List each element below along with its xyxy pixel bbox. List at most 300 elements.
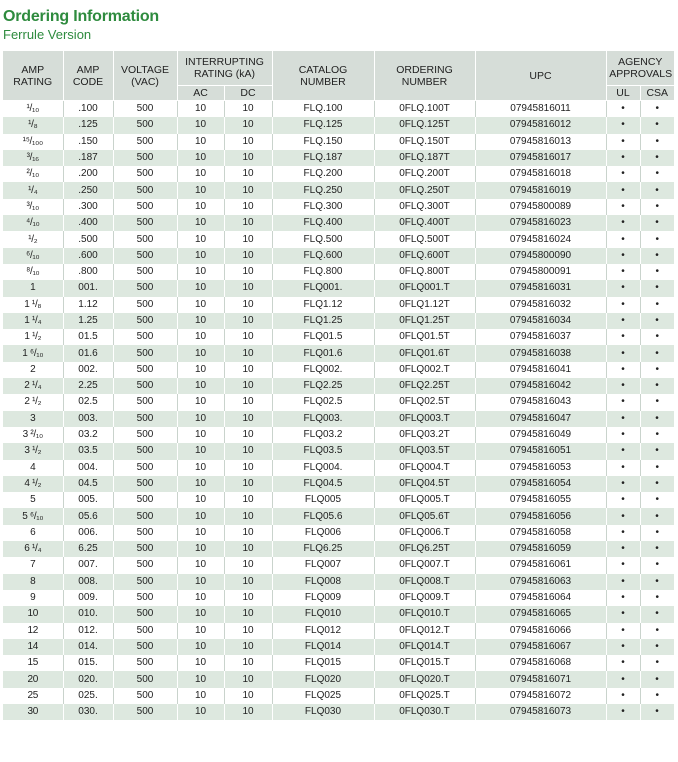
voltage-cell: 500 bbox=[113, 427, 177, 443]
dc-rating-cell: 10 bbox=[224, 492, 272, 508]
ac-rating-cell: 10 bbox=[177, 525, 224, 541]
amp-rating-cell: 1 ¹/₂ bbox=[3, 329, 63, 345]
ul-approval-cell: • bbox=[606, 394, 640, 410]
catalog-number-cell: FLQ.300 bbox=[272, 199, 374, 215]
ordering-number-cell: 0FLQ030.T bbox=[374, 704, 475, 720]
table-row bbox=[3, 264, 674, 280]
upc-cell: 07945816053 bbox=[475, 460, 606, 476]
voltage-cell: 500 bbox=[113, 362, 177, 378]
voltage-cell: 500 bbox=[113, 231, 177, 247]
voltage-cell: 500 bbox=[113, 623, 177, 639]
upc-cell: 07945816059 bbox=[475, 541, 606, 557]
table-row bbox=[3, 280, 674, 296]
ordering-number-cell: 0FLQ002.T bbox=[374, 362, 475, 378]
amp-code-cell: 020. bbox=[63, 671, 113, 687]
amp-rating-cell: ¹/₁₀ bbox=[3, 101, 63, 118]
amp-code-cell: .187 bbox=[63, 150, 113, 166]
catalog-number-cell: FLQ04.5 bbox=[272, 476, 374, 492]
amp-code-cell: 02.5 bbox=[63, 394, 113, 410]
catalog-number-cell: FLQ030 bbox=[272, 704, 374, 720]
ordering-number-cell: 0FLQ.187T bbox=[374, 150, 475, 166]
catalog-number-cell: FLQ.250 bbox=[272, 182, 374, 198]
table-row bbox=[3, 117, 674, 133]
csa-approval-cell: • bbox=[640, 557, 674, 573]
table-row bbox=[3, 508, 674, 524]
table-row bbox=[3, 492, 674, 508]
ordering-number-cell: 0FLQ05.6T bbox=[374, 508, 475, 524]
amp-rating-cell: 2 ¹/₄ bbox=[3, 378, 63, 394]
catalog-number-cell: FLQ.800 bbox=[272, 264, 374, 280]
voltage-cell: 500 bbox=[113, 264, 177, 280]
ordering-number-cell: 0FLQ2.25T bbox=[374, 378, 475, 394]
voltage-cell: 500 bbox=[113, 199, 177, 215]
ordering-number-cell: 0FLQ015.T bbox=[374, 655, 475, 671]
amp-code-cell: .150 bbox=[63, 134, 113, 150]
csa-approval-cell: • bbox=[640, 655, 674, 671]
dc-rating-cell: 10 bbox=[224, 134, 272, 150]
ul-approval-cell: • bbox=[606, 182, 640, 198]
table-row bbox=[3, 671, 674, 687]
csa-approval-cell: • bbox=[640, 460, 674, 476]
table-row bbox=[3, 606, 674, 622]
amp-code-cell: 014. bbox=[63, 639, 113, 655]
amp-code-cell: .500 bbox=[63, 231, 113, 247]
dc-rating-cell: 10 bbox=[224, 117, 272, 133]
dc-rating-cell: 10 bbox=[224, 476, 272, 492]
csa-approval-cell: • bbox=[640, 623, 674, 639]
ordering-number-cell: 0FLQ005.T bbox=[374, 492, 475, 508]
col-header-amp-rating-label: AMP RATING bbox=[13, 63, 53, 88]
catalog-number-cell: FLQ.200 bbox=[272, 166, 374, 182]
voltage-cell: 500 bbox=[113, 574, 177, 590]
table-row bbox=[3, 199, 674, 215]
upc-cell: 07945816067 bbox=[475, 639, 606, 655]
col-header-ac: AC bbox=[177, 86, 224, 101]
col-header-amp-code bbox=[63, 51, 113, 101]
dc-rating-cell: 10 bbox=[224, 394, 272, 410]
ul-approval-cell: • bbox=[606, 704, 640, 720]
ul-approval-cell: • bbox=[606, 574, 640, 590]
voltage-cell: 500 bbox=[113, 248, 177, 264]
amp-rating-cell: ³/₁₀ bbox=[3, 199, 63, 215]
catalog-number-cell: FLQ01.5 bbox=[272, 329, 374, 345]
csa-approval-cell: • bbox=[640, 443, 674, 459]
table-row bbox=[3, 443, 674, 459]
dc-rating-cell: 10 bbox=[224, 557, 272, 573]
ordering-number-cell: 0FLQ006.T bbox=[374, 525, 475, 541]
voltage-cell: 500 bbox=[113, 394, 177, 410]
upc-cell: 07945816071 bbox=[475, 671, 606, 687]
ul-approval-cell: • bbox=[606, 590, 640, 606]
amp-code-cell: 04.5 bbox=[63, 476, 113, 492]
table-row bbox=[3, 476, 674, 492]
ac-rating-cell: 10 bbox=[177, 427, 224, 443]
ul-approval-cell: • bbox=[606, 492, 640, 508]
upc-cell: 07945816056 bbox=[475, 508, 606, 524]
ul-approval-cell: • bbox=[606, 101, 640, 118]
ordering-number-cell: 0FLQ007.T bbox=[374, 557, 475, 573]
csa-approval-cell: • bbox=[640, 101, 674, 118]
col-header-amp-code-label: AMP CODE bbox=[72, 63, 104, 88]
ul-approval-cell: • bbox=[606, 280, 640, 296]
amp-code-cell: 002. bbox=[63, 362, 113, 378]
amp-code-cell: 004. bbox=[63, 460, 113, 476]
ac-rating-cell: 10 bbox=[177, 623, 224, 639]
upc-cell: 07945816072 bbox=[475, 688, 606, 704]
table-row bbox=[3, 688, 674, 704]
amp-rating-cell: 8 bbox=[3, 574, 63, 590]
table-row bbox=[3, 215, 674, 231]
amp-rating-cell: 1 ¹/₈ bbox=[3, 297, 63, 313]
ac-rating-cell: 10 bbox=[177, 199, 224, 215]
ac-rating-cell: 10 bbox=[177, 231, 224, 247]
catalog-number-cell: FLQ005 bbox=[272, 492, 374, 508]
upc-cell: 07945816042 bbox=[475, 378, 606, 394]
upc-cell: 07945800090 bbox=[475, 248, 606, 264]
catalog-number-cell: FLQ.100 bbox=[272, 101, 374, 118]
upc-cell: 07945816011 bbox=[475, 101, 606, 118]
catalog-number-cell: FLQ1.12 bbox=[272, 297, 374, 313]
table-row bbox=[3, 394, 674, 410]
amp-rating-cell: ¹/₈ bbox=[3, 117, 63, 133]
csa-approval-cell: • bbox=[640, 345, 674, 361]
amp-rating-cell: 9 bbox=[3, 590, 63, 606]
ordering-number-cell: 0FLQ.200T bbox=[374, 166, 475, 182]
csa-approval-cell: • bbox=[640, 150, 674, 166]
voltage-cell: 500 bbox=[113, 215, 177, 231]
amp-rating-cell: ⁶/₁₀ bbox=[3, 248, 63, 264]
ul-approval-cell: • bbox=[606, 345, 640, 361]
col-header-interrupting-label: INTERRUPTING RATING (kA) bbox=[185, 56, 264, 80]
voltage-cell: 500 bbox=[113, 460, 177, 476]
amp-code-cell: 05.6 bbox=[63, 508, 113, 524]
table-row bbox=[3, 427, 674, 443]
csa-approval-cell: • bbox=[640, 411, 674, 427]
upc-cell: 07945816038 bbox=[475, 345, 606, 361]
ac-rating-cell: 10 bbox=[177, 704, 224, 720]
amp-rating-cell: 5 bbox=[3, 492, 63, 508]
amp-rating-cell: ¹/₄ bbox=[3, 182, 63, 198]
csa-approval-cell: • bbox=[640, 704, 674, 720]
amp-rating-cell: 20 bbox=[3, 671, 63, 687]
page-title: Ordering Information bbox=[3, 8, 160, 25]
upc-cell: 07945816041 bbox=[475, 362, 606, 378]
col-header-upc-label: UPC bbox=[529, 69, 552, 82]
ordering-number-cell: 0FLQ03.2T bbox=[374, 427, 475, 443]
voltage-cell: 500 bbox=[113, 150, 177, 166]
ordering-number-cell: 0FLQ1.12T bbox=[374, 297, 475, 313]
ac-rating-cell: 10 bbox=[177, 297, 224, 313]
ordering-number-cell: 0FLQ01.5T bbox=[374, 329, 475, 345]
voltage-cell: 500 bbox=[113, 101, 177, 118]
ac-rating-cell: 10 bbox=[177, 492, 224, 508]
upc-cell: 07945816013 bbox=[475, 134, 606, 150]
dc-rating-cell: 10 bbox=[224, 623, 272, 639]
dc-rating-cell: 10 bbox=[224, 639, 272, 655]
dc-rating-cell: 10 bbox=[224, 378, 272, 394]
catalog-number-cell: FLQ008 bbox=[272, 574, 374, 590]
ul-approval-cell: • bbox=[606, 199, 640, 215]
ac-rating-cell: 10 bbox=[177, 443, 224, 459]
csa-approval-cell: • bbox=[640, 671, 674, 687]
dc-rating-cell: 10 bbox=[224, 280, 272, 296]
ac-rating-cell: 10 bbox=[177, 345, 224, 361]
amp-rating-cell: 7 bbox=[3, 557, 63, 573]
col-header-catalog-label: CATALOG NUMBER bbox=[298, 63, 348, 88]
ul-approval-cell: • bbox=[606, 231, 640, 247]
voltage-cell: 500 bbox=[113, 671, 177, 687]
amp-rating-cell: 1 ¹/₄ bbox=[3, 313, 63, 329]
table-row bbox=[3, 704, 674, 720]
dc-rating-cell: 10 bbox=[224, 688, 272, 704]
csa-approval-cell: • bbox=[640, 264, 674, 280]
csa-approval-cell: • bbox=[640, 297, 674, 313]
csa-approval-cell: • bbox=[640, 574, 674, 590]
ul-approval-cell: • bbox=[606, 541, 640, 557]
voltage-cell: 500 bbox=[113, 329, 177, 345]
dc-rating-cell: 10 bbox=[224, 329, 272, 345]
ac-rating-cell: 10 bbox=[177, 378, 224, 394]
table-row bbox=[3, 557, 674, 573]
voltage-cell: 500 bbox=[113, 704, 177, 720]
catalog-number-cell: FLQ007 bbox=[272, 557, 374, 573]
ul-approval-cell: • bbox=[606, 134, 640, 150]
ordering-number-cell: 0FLQ.600T bbox=[374, 248, 475, 264]
csa-approval-cell: • bbox=[640, 166, 674, 182]
catalog-number-cell: FLQ014 bbox=[272, 639, 374, 655]
amp-code-cell: 03.2 bbox=[63, 427, 113, 443]
dc-rating-cell: 10 bbox=[224, 443, 272, 459]
voltage-cell: 500 bbox=[113, 134, 177, 150]
col-header-agency bbox=[606, 51, 674, 86]
col-header-ordering bbox=[374, 51, 475, 101]
voltage-cell: 500 bbox=[113, 557, 177, 573]
csa-approval-cell: • bbox=[640, 525, 674, 541]
voltage-cell: 500 bbox=[113, 590, 177, 606]
table-row bbox=[3, 134, 674, 150]
amp-code-cell: .250 bbox=[63, 182, 113, 198]
upc-cell: 07945816068 bbox=[475, 655, 606, 671]
col-header-agency-label: AGENCY APPROVALS bbox=[609, 56, 673, 80]
csa-approval-cell: • bbox=[640, 182, 674, 198]
ul-approval-cell: • bbox=[606, 248, 640, 264]
table-row bbox=[3, 231, 674, 247]
upc-cell: 07945816047 bbox=[475, 411, 606, 427]
ul-approval-cell: • bbox=[606, 557, 640, 573]
catalog-number-cell: FLQ1.25 bbox=[272, 313, 374, 329]
ordering-number-cell: 0FLQ001.T bbox=[374, 280, 475, 296]
voltage-cell: 500 bbox=[113, 476, 177, 492]
ul-approval-cell: • bbox=[606, 378, 640, 394]
dc-rating-cell: 10 bbox=[224, 508, 272, 524]
dc-rating-cell: 10 bbox=[224, 574, 272, 590]
csa-approval-cell: • bbox=[640, 492, 674, 508]
catalog-number-cell: FLQ03.2 bbox=[272, 427, 374, 443]
csa-approval-cell: • bbox=[640, 117, 674, 133]
ul-approval-cell: • bbox=[606, 443, 640, 459]
amp-code-cell: .200 bbox=[63, 166, 113, 182]
table-row bbox=[3, 297, 674, 313]
page-subtitle: Ferrule Version bbox=[3, 27, 92, 42]
col-header-catalog bbox=[272, 51, 374, 101]
ac-rating-cell: 10 bbox=[177, 329, 224, 345]
ordering-number-cell: 0FLQ.250T bbox=[374, 182, 475, 198]
col-header-upc bbox=[475, 51, 606, 101]
ul-approval-cell: • bbox=[606, 525, 640, 541]
ul-approval-cell: • bbox=[606, 215, 640, 231]
amp-code-cell: 001. bbox=[63, 280, 113, 296]
catalog-number-cell: FLQ01.6 bbox=[272, 345, 374, 361]
col-header-csa: CSA bbox=[640, 86, 674, 101]
amp-rating-cell: 25 bbox=[3, 688, 63, 704]
amp-rating-cell: 2 ¹/₂ bbox=[3, 394, 63, 410]
ordering-number-cell: 0FLQ.150T bbox=[374, 134, 475, 150]
voltage-cell: 500 bbox=[113, 166, 177, 182]
ordering-number-cell: 0FLQ012.T bbox=[374, 623, 475, 639]
catalog-number-cell: FLQ020 bbox=[272, 671, 374, 687]
ac-rating-cell: 10 bbox=[177, 264, 224, 280]
col-header-voltage-label: VOLTAGE (VAC) bbox=[120, 63, 170, 88]
amp-code-cell: 2.25 bbox=[63, 378, 113, 394]
amp-code-cell: 005. bbox=[63, 492, 113, 508]
table-row bbox=[3, 411, 674, 427]
table-row bbox=[3, 150, 674, 166]
csa-approval-cell: • bbox=[640, 590, 674, 606]
ordering-number-cell: 0FLQ03.5T bbox=[374, 443, 475, 459]
ordering-number-cell: 0FLQ025.T bbox=[374, 688, 475, 704]
ac-rating-cell: 10 bbox=[177, 394, 224, 410]
catalog-number-cell: FLQ015 bbox=[272, 655, 374, 671]
dc-rating-cell: 10 bbox=[224, 264, 272, 280]
ul-approval-cell: • bbox=[606, 655, 640, 671]
upc-cell: 07945816066 bbox=[475, 623, 606, 639]
upc-cell: 07945816049 bbox=[475, 427, 606, 443]
table-row bbox=[3, 182, 674, 198]
ordering-number-cell: 0FLQ004.T bbox=[374, 460, 475, 476]
ul-approval-cell: • bbox=[606, 671, 640, 687]
ul-approval-cell: • bbox=[606, 297, 640, 313]
ac-rating-cell: 10 bbox=[177, 101, 224, 118]
amp-rating-cell: ²/₁₀ bbox=[3, 166, 63, 182]
csa-approval-cell: • bbox=[640, 313, 674, 329]
ul-approval-cell: • bbox=[606, 476, 640, 492]
ac-rating-cell: 10 bbox=[177, 362, 224, 378]
upc-cell: 07945816018 bbox=[475, 166, 606, 182]
csa-approval-cell: • bbox=[640, 394, 674, 410]
table-row bbox=[3, 460, 674, 476]
amp-rating-cell: 1 bbox=[3, 280, 63, 296]
upc-cell: 07945816064 bbox=[475, 590, 606, 606]
amp-rating-cell: ¹/₂ bbox=[3, 231, 63, 247]
catalog-number-cell: FLQ010 bbox=[272, 606, 374, 622]
csa-approval-cell: • bbox=[640, 215, 674, 231]
dc-rating-cell: 10 bbox=[224, 345, 272, 361]
ordering-number-cell: 0FLQ.400T bbox=[374, 215, 475, 231]
ac-rating-cell: 10 bbox=[177, 215, 224, 231]
dc-rating-cell: 10 bbox=[224, 182, 272, 198]
upc-cell: 07945800091 bbox=[475, 264, 606, 280]
amp-rating-cell: 10 bbox=[3, 606, 63, 622]
col-header-dc: DC bbox=[224, 86, 272, 101]
catalog-number-cell: FLQ2.25 bbox=[272, 378, 374, 394]
ul-approval-cell: • bbox=[606, 623, 640, 639]
amp-rating-cell: 5 ⁶/₁₀ bbox=[3, 508, 63, 524]
ul-approval-cell: • bbox=[606, 117, 640, 133]
ac-rating-cell: 10 bbox=[177, 671, 224, 687]
dc-rating-cell: 10 bbox=[224, 297, 272, 313]
ac-rating-cell: 10 bbox=[177, 688, 224, 704]
amp-rating-cell: 3 ¹/₂ bbox=[3, 443, 63, 459]
voltage-cell: 500 bbox=[113, 639, 177, 655]
csa-approval-cell: • bbox=[640, 134, 674, 150]
table-row bbox=[3, 541, 674, 557]
amp-code-cell: 01.6 bbox=[63, 345, 113, 361]
ac-rating-cell: 10 bbox=[177, 606, 224, 622]
catalog-number-cell: FLQ001. bbox=[272, 280, 374, 296]
ordering-number-cell: 0FLQ1.25T bbox=[374, 313, 475, 329]
ac-rating-cell: 10 bbox=[177, 541, 224, 557]
amp-code-cell: .800 bbox=[63, 264, 113, 280]
ordering-number-cell: 0FLQ.100T bbox=[374, 101, 475, 118]
upc-cell: 07945816073 bbox=[475, 704, 606, 720]
ordering-number-cell: 0FLQ04.5T bbox=[374, 476, 475, 492]
ordering-table bbox=[3, 51, 675, 720]
voltage-cell: 500 bbox=[113, 280, 177, 296]
table-row bbox=[3, 639, 674, 655]
catalog-number-cell: FLQ004. bbox=[272, 460, 374, 476]
dc-rating-cell: 10 bbox=[224, 411, 272, 427]
upc-cell: 07945816012 bbox=[475, 117, 606, 133]
amp-rating-cell: 15 bbox=[3, 655, 63, 671]
dc-rating-cell: 10 bbox=[224, 541, 272, 557]
amp-rating-cell: 3 ²/₁₀ bbox=[3, 427, 63, 443]
upc-cell: 07945816032 bbox=[475, 297, 606, 313]
amp-code-cell: 006. bbox=[63, 525, 113, 541]
amp-code-cell: .125 bbox=[63, 117, 113, 133]
table-row bbox=[3, 655, 674, 671]
voltage-cell: 500 bbox=[113, 525, 177, 541]
ul-approval-cell: • bbox=[606, 460, 640, 476]
ul-approval-cell: • bbox=[606, 688, 640, 704]
ac-rating-cell: 10 bbox=[177, 508, 224, 524]
voltage-cell: 500 bbox=[113, 606, 177, 622]
amp-rating-cell: 2 bbox=[3, 362, 63, 378]
ul-approval-cell: • bbox=[606, 329, 640, 345]
table-body bbox=[3, 101, 674, 721]
dc-rating-cell: 10 bbox=[224, 231, 272, 247]
upc-cell: 07945816037 bbox=[475, 329, 606, 345]
voltage-cell: 500 bbox=[113, 411, 177, 427]
amp-rating-cell: 6 bbox=[3, 525, 63, 541]
col-header-voltage bbox=[113, 51, 177, 101]
csa-approval-cell: • bbox=[640, 199, 674, 215]
amp-code-cell: 015. bbox=[63, 655, 113, 671]
voltage-cell: 500 bbox=[113, 297, 177, 313]
upc-cell: 07945816063 bbox=[475, 574, 606, 590]
dc-rating-cell: 10 bbox=[224, 313, 272, 329]
upc-cell: 07945816058 bbox=[475, 525, 606, 541]
catalog-number-cell: FLQ.187 bbox=[272, 150, 374, 166]
ordering-number-cell: 0FLQ.300T bbox=[374, 199, 475, 215]
dc-rating-cell: 10 bbox=[224, 101, 272, 118]
csa-approval-cell: • bbox=[640, 427, 674, 443]
amp-code-cell: 03.5 bbox=[63, 443, 113, 459]
dc-rating-cell: 10 bbox=[224, 525, 272, 541]
catalog-number-cell: FLQ025 bbox=[272, 688, 374, 704]
dc-rating-cell: 10 bbox=[224, 150, 272, 166]
dc-rating-cell: 10 bbox=[224, 166, 272, 182]
upc-cell: 07945800089 bbox=[475, 199, 606, 215]
